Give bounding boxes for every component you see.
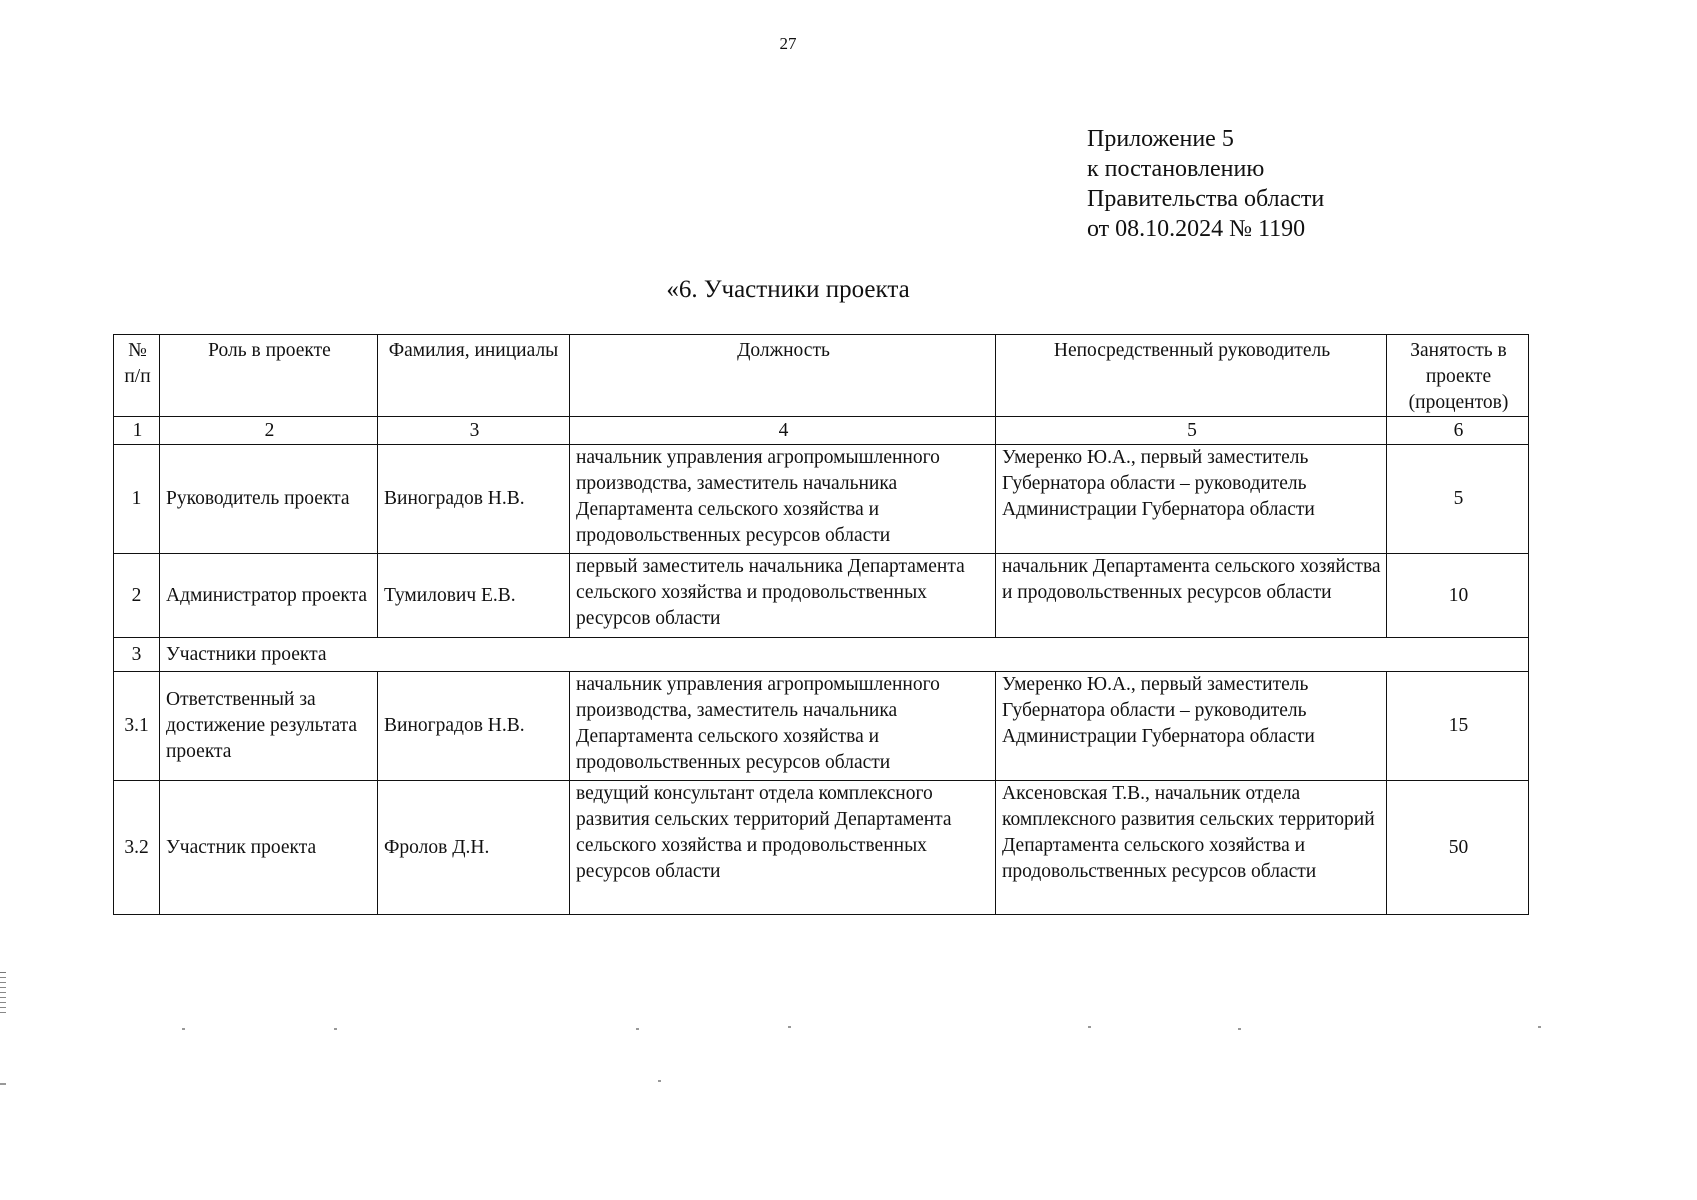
appendix-line: к постановлению: [1087, 156, 1265, 182]
table-row: [114, 445, 1529, 554]
header-supervisor: Непосредственный руководитель: [996, 335, 1387, 417]
appendix-line: от 08.10.2024 № 1190: [1087, 216, 1306, 242]
row-percent: 10: [1387, 554, 1529, 638]
header-position: Должность: [570, 335, 996, 417]
row-name: Тумилович Е.В.: [378, 554, 570, 638]
row-position: начальник управления агропромышленного производства, заместитель начальника Департамента сельского хозяйства и продовольственных ресурсов области: [570, 445, 996, 554]
table-row: [114, 781, 1529, 915]
row-supervisor: Аксеновская Т.В., начальник отдела комплексного развития сельских территорий Департамента сельского хозяйства и продовольственных ресурсов области: [996, 781, 1387, 915]
row-role: Ответственный за достижение результата проекта: [160, 672, 378, 781]
scan-artifact: [0, 972, 6, 1017]
row-name: Виноградов Н.В.: [378, 672, 570, 781]
scan-dot: [658, 1080, 661, 1082]
column-number: 4: [570, 417, 996, 445]
header-role: Роль в проекте: [160, 335, 378, 417]
participants-table: [113, 334, 1529, 915]
scan-dot: [182, 1028, 185, 1030]
header-percent: Занятость в проекте (процентов): [1387, 335, 1529, 417]
scan-dot: [1538, 1026, 1541, 1028]
scan-dot: [334, 1028, 337, 1030]
appendix-line: Правительства области: [1087, 186, 1325, 212]
section-title: «6. Участники проекта: [666, 276, 910, 303]
column-number: 6: [1387, 417, 1529, 445]
column-number: 5: [996, 417, 1387, 445]
row-name: Фролов Д.Н.: [378, 781, 570, 915]
row-num: 3.1: [114, 672, 160, 781]
row-role: Участник проекта: [160, 781, 378, 915]
table-row: [114, 554, 1529, 638]
appendix-line: Приложение 5: [1087, 126, 1234, 152]
row-supervisor: начальник Департамента сельского хозяйства и продовольственных ресурсов области: [996, 554, 1387, 638]
column-number: 3: [378, 417, 570, 445]
row-percent: 50: [1387, 781, 1529, 915]
section-label: Участники проекта: [160, 638, 1529, 672]
table-row: [114, 672, 1529, 781]
header-name: Фамилия, инициалы: [378, 335, 570, 417]
scan-dot: [0, 1083, 6, 1085]
row-supervisor: Умеренко Ю.А., первый заместитель Губернатора области – руководитель Администрации Губернатора области: [996, 672, 1387, 781]
row-supervisor: Умеренко Ю.А., первый заместитель Губернатора области – руководитель Администрации Губернатора области: [996, 445, 1387, 554]
column-number: 2: [160, 417, 378, 445]
row-position: ведущий консультант отдела комплексного развития сельских территорий Департамента сельского хозяйства и продовольственных ресурсов области: [570, 781, 996, 915]
row-num: 1: [114, 445, 160, 554]
row-num: 2: [114, 554, 160, 638]
row-role: Администратор проекта: [160, 554, 378, 638]
table-section-row: [114, 638, 1529, 672]
row-position: первый заместитель начальника Департамента сельского хозяйства и продовольственных ресурсов области: [570, 554, 996, 638]
scan-dot: [636, 1028, 639, 1030]
table-header-row: [114, 335, 1529, 417]
header-num: № п/п: [114, 335, 160, 417]
scan-dot: [1088, 1026, 1091, 1028]
row-percent: 15: [1387, 672, 1529, 781]
row-name: Виноградов Н.В.: [378, 445, 570, 554]
scan-dot: [1238, 1028, 1241, 1030]
row-position: начальник управления агропромышленного производства, заместитель начальника Департамента сельского хозяйства и продовольственных ресурсов области: [570, 672, 996, 781]
row-num: 3.2: [114, 781, 160, 915]
appendix-block: [1087, 124, 1324, 244]
column-number: 1: [114, 417, 160, 445]
row-role: Руководитель проекта: [160, 445, 378, 554]
row-num: 3: [114, 638, 160, 672]
scan-dot: [788, 1026, 791, 1028]
page-number: 27: [779, 34, 797, 53]
row-percent: 5: [1387, 445, 1529, 554]
column-number-row: [114, 417, 1529, 445]
